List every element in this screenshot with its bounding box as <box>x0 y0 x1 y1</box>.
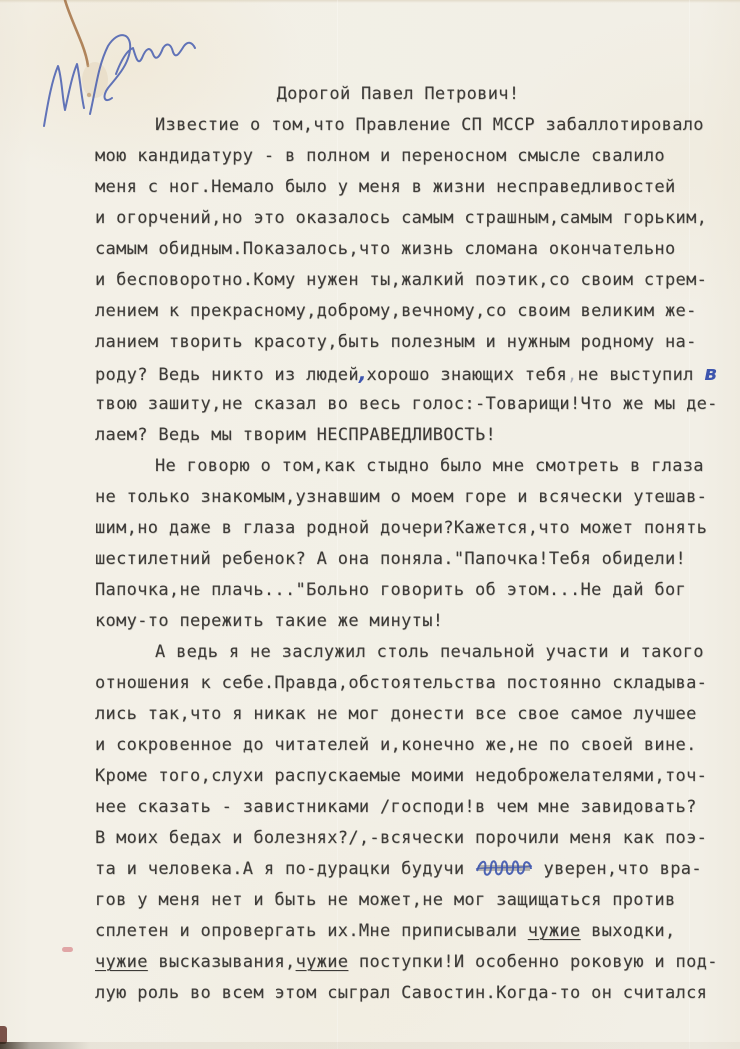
typed-line: Папочка,не плачь..."Больно говорить об этом...Не дай бог <box>95 580 687 600</box>
scan-bottom-edge <box>0 1042 740 1049</box>
typed-segment: , <box>567 365 578 385</box>
scribbled-out-word <box>475 857 533 877</box>
typed-line: лением к прекрасному,доброму,вечному,со своим великим же- <box>95 301 697 321</box>
pink-margin-mark <box>62 947 73 952</box>
typed-line: кому-то пережить такие же минуты! <box>95 611 444 631</box>
typed-line: Известие о том,что Правление СП МССР забаллотировало <box>155 115 704 135</box>
handwritten-insert: в <box>704 361 717 385</box>
typed-line: и сокровенное до читателей и,конечно же,не по своей вине. <box>95 735 697 755</box>
typed-line: роду? Ведь никто из людей,хорошо знающих тебя,не выступил в <box>95 361 717 385</box>
typed-segment: чужие <box>95 952 148 972</box>
typed-line: нее сказать - завистниками /господи!в чем мне завидовать? <box>95 797 697 817</box>
typed-line: шестилетний ребенок? А она поняла."Папочка!Тебя обидели! <box>95 549 687 569</box>
typed-line: та и человека.А я по-дурацки будучи уверен,что вра- <box>95 859 702 879</box>
typed-line: лаем? Ведь мы творим НЕСПРАВЕДЛИВОСТЬ! <box>95 425 497 445</box>
typed-line: не только знакомым,узнавшим о моем горе и всячески утешав- <box>95 487 708 507</box>
typed-line: чужие высказывания,чужие поступки!И особенно роковую и под- <box>95 952 718 972</box>
typed-line: Кроме того,слухи распускаемые моими недоброжелателями,точ- <box>95 766 708 786</box>
typed-line: и огорчений,но это оказалось самым страшным,самым горьким, <box>95 208 708 228</box>
typed-segment: чужие <box>295 952 349 972</box>
typed-line: твою зашиту,не сказал во весь голос:-Товарищи!Что же мы де- <box>95 394 718 414</box>
salutation: Дорогой Павел Петрович! <box>276 84 520 104</box>
handwritten-insert: , <box>358 361 367 385</box>
typed-line: ланием творить красоту,быть полезным и нужным родному на- <box>95 332 697 352</box>
typed-line: сплетен и опровергать их.Мне приписывали чужие выходки, <box>95 921 676 941</box>
typed-line: лую роль во всем этом сыграл Савостин.Когда-то он считался <box>95 983 708 1003</box>
typed-line: отношения к себе.Правда,обстоятельства постоянно складыва- <box>95 673 708 693</box>
typed-line: А ведь я не заслужил столь печальной участи и такого <box>155 642 704 662</box>
letter-body <box>95 79 718 1009</box>
typed-line: шим,но даже в глаза родной дочери?Кажется,что может понять <box>95 518 708 538</box>
typed-line: гов у меня нет и быть не может,не мог защищаться против <box>95 890 676 910</box>
typed-segment: чужие <box>527 921 581 941</box>
typed-line: мою кандидатуру - в полном и переносном смысле свалило <box>95 146 665 166</box>
typed-line: и бесповоротно.Кому нужен ты,жалкий поэтик,со своим стрем- <box>95 270 708 290</box>
typed-line: Не говорю о том,как стыдно было мне смотреть в глаза <box>155 456 704 476</box>
typed-line: лись так,что я никак не мог донести все свое самое лучшее <box>95 704 697 724</box>
typed-line: В моих бедах и болезнях?/,-всячески порочили меня как поэ- <box>95 828 708 848</box>
typed-line: самым обидным.Показалось,что жизнь сломана окончательно <box>95 239 676 259</box>
typed-line: меня с ног.Немало было у меня в жизни несправедливостей <box>95 177 676 197</box>
